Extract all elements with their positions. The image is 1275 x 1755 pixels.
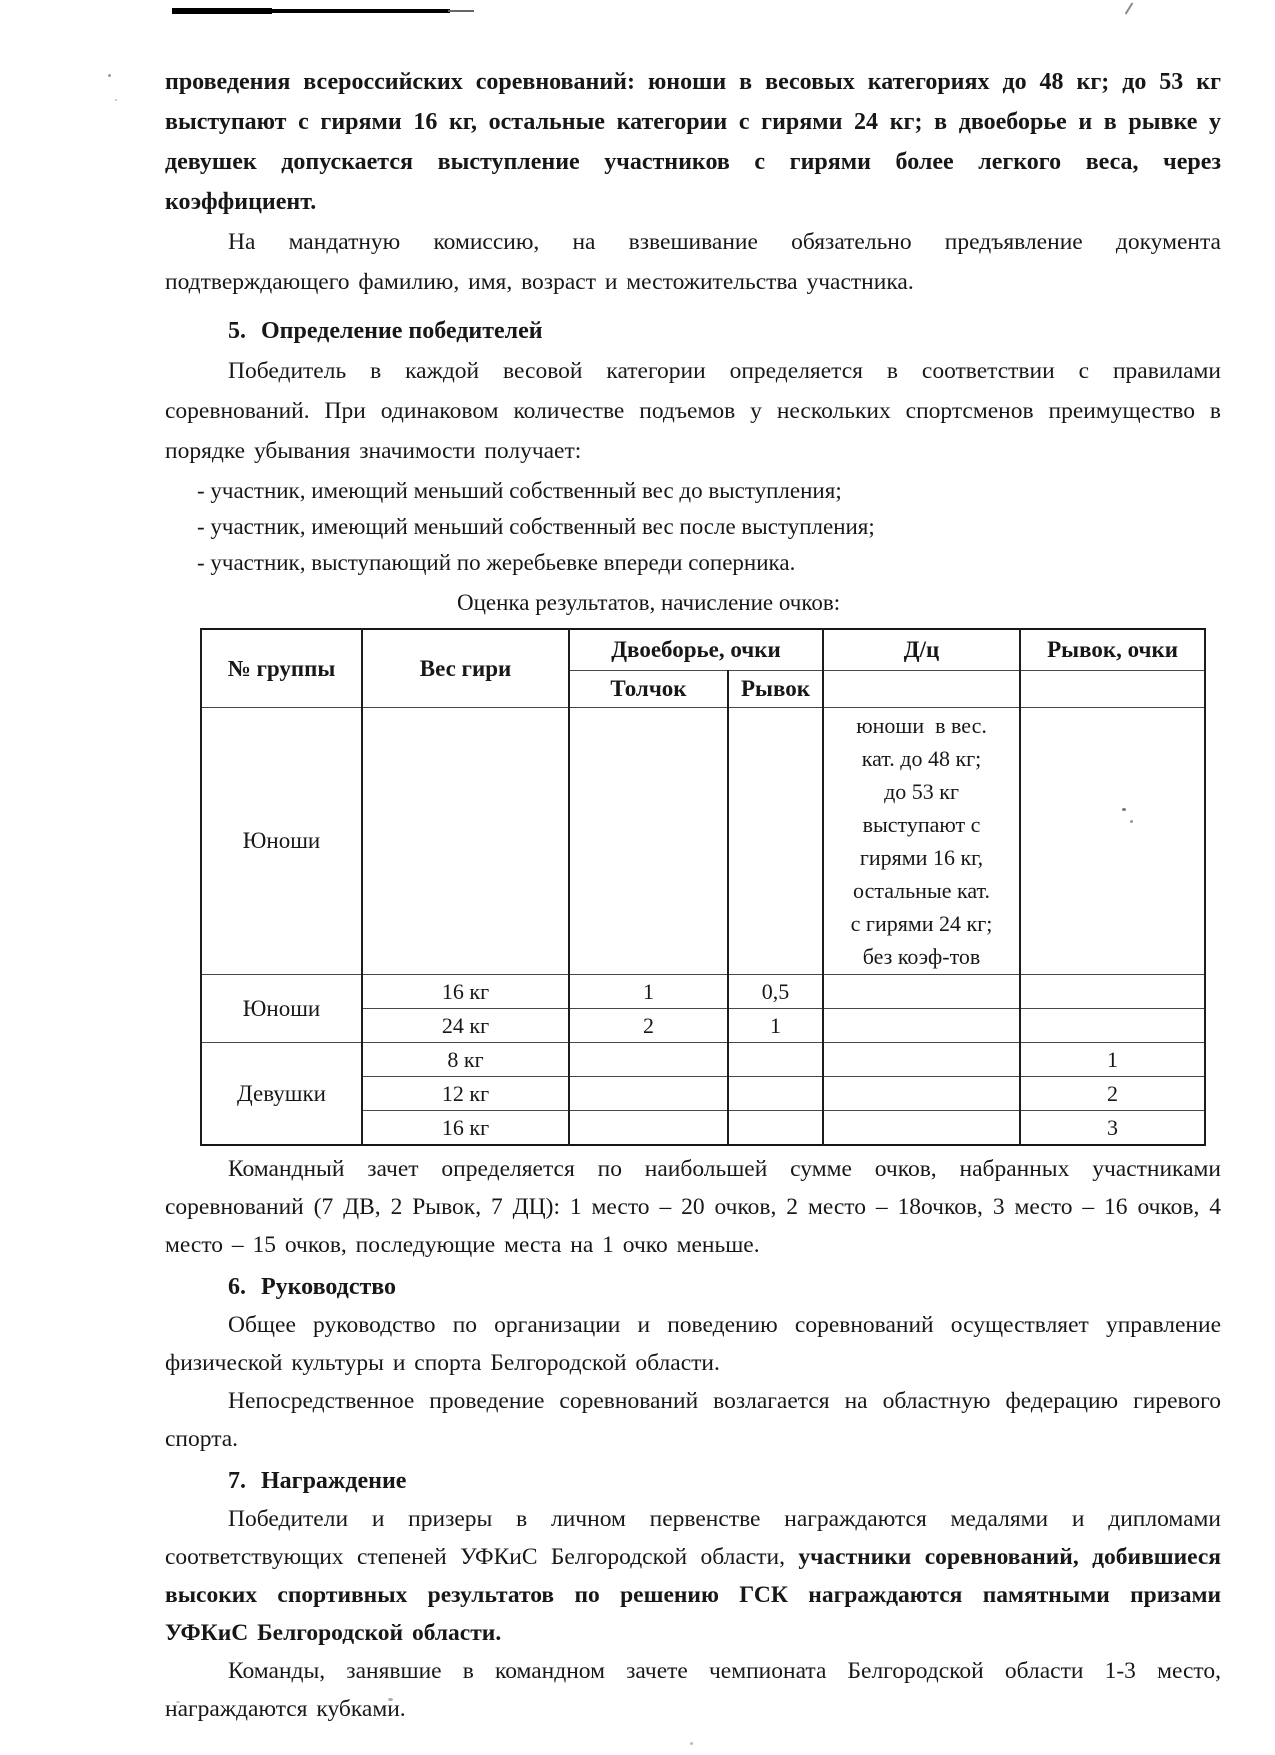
scan-artifact-top-line [172, 8, 272, 14]
header-biathlon: Двоеборье, очки [569, 629, 823, 671]
cell-weight: 16 кг [362, 975, 569, 1009]
heading-5-number: 5. [228, 318, 246, 344]
header-dc-empty [823, 671, 1020, 708]
tiebreaker-item: - участник, выступающий по жеребьевке впереди соперника. [197, 550, 796, 575]
cell-girls-snatch-points: 2 [1020, 1077, 1205, 1111]
cell-empty [1020, 708, 1205, 975]
results-table-block [165, 583, 1225, 1146]
table-row [201, 1043, 1205, 1077]
cell-empty [728, 1043, 823, 1077]
paragraph-weights-rule: проведения всероссийских соревнований: юноши в весовых категориях до 48 кг; до 53 кг выступают с гирями 16 кг, остальные категории с гирями 24 кг; в двоеборье и в рывке у девушек допускается выступление участников с гирями более легкого веса, через коэффициент. [165, 69, 1221, 215]
cell-empty [1020, 1009, 1205, 1043]
heading-5-title: Определение победителей [261, 318, 543, 344]
cell-empty [823, 1009, 1020, 1043]
dc-note-line: без коэф-тов [862, 944, 981, 969]
awards-text-bold: участники соревнований, добившиеся высоких спортивных результатов по решению ГСК награждаются памятными призами УФКиС Белгородской области. [165, 1544, 1222, 1646]
scan-artifact-speck [108, 74, 111, 77]
cell-empty [569, 1111, 728, 1146]
heading-section-6 [165, 1268, 1221, 1306]
scan-artifact-speck [115, 99, 117, 101]
header-group: № группы [201, 629, 362, 708]
scan-artifact-corner-mark [1125, 2, 1134, 14]
cell-weight: 24 кг [362, 1009, 569, 1043]
tiebreaker-list [165, 473, 1221, 581]
heading-6-title: Руководство [261, 1274, 397, 1300]
header-dc: Д/ц [823, 629, 1020, 671]
cell-empty [823, 1111, 1020, 1146]
scan-artifact-top-line-thin [266, 9, 450, 13]
header-jerk: Толчок [569, 671, 728, 708]
cell-girls-group: Девушки [201, 1043, 362, 1146]
table-row [201, 975, 1205, 1009]
section-team-management-awards [165, 1150, 1221, 1728]
paragraph-mandate-commission: На мандатную комиссию, на взвешивание обязательно предъявление документа подтверждающего фамилию, имя, возраст и местожительства участника. [165, 229, 1221, 295]
cell-empty [569, 1043, 728, 1077]
header-snatch: Рывок [728, 671, 823, 708]
dc-note-line: выступают с [862, 812, 981, 837]
dc-note-line: гирями 16 кг, [859, 845, 984, 870]
dc-note-line: юноши в вес. [856, 713, 987, 738]
cell-weight: 12 кг [362, 1077, 569, 1111]
cell-empty [362, 708, 569, 975]
dc-note-line: остальные кат. [853, 878, 991, 903]
paragraph-management-1: Общее руководство по организации и поведению соревнований осуществляет управление физической культуры и спорта Белгородской области. [165, 1312, 1221, 1376]
cell-empty [728, 708, 823, 975]
cell-boys-group: Юноши [201, 975, 362, 1043]
cell-empty [569, 708, 728, 975]
cell-empty [823, 1043, 1020, 1077]
results-table [200, 628, 1206, 1146]
paragraph-awards [165, 1500, 1221, 1652]
paragraph-winner-rule: Победитель в каждой весовой категории определяется в соответствии с правилами соревнований. При одинаковом количестве подъемов у нескольких спортсменов преимущество в порядке убывания значимости получает: [165, 358, 1221, 464]
cell-snatch-points: 1 [728, 1009, 823, 1043]
dc-note-line: кат. до 48 кг; [861, 746, 982, 771]
scan-artifact-top-line-tail [448, 10, 474, 12]
dc-note-line: с гирями 24 кг; [850, 911, 993, 936]
cell-empty [823, 1077, 1020, 1111]
heading-7-title: Награждение [261, 1468, 407, 1494]
paragraph-team-scoring: Командный зачет определяется по наибольшей сумме очков, набранных участниками соревнований (7 ДВ, 2 Рывок, 7 ДЦ): 1 место – 20 очков, 2 место – 18очков, 3 место – 16 очков, 4 место – 15 очков, последующие места на 1 очко меньше. [165, 1156, 1221, 1258]
cell-jerk-points: 2 [569, 1009, 728, 1043]
tiebreaker-item: - участник, имеющий меньший собственный вес после выступления; [197, 514, 875, 539]
cell-empty [728, 1111, 823, 1146]
header-snatch-points: Рывок, очки [1020, 629, 1205, 671]
cell-empty [569, 1077, 728, 1111]
heading-section-7 [165, 1462, 1221, 1500]
table-caption: Оценка результатов, начисление очков: [457, 590, 841, 615]
dc-note-line: до 53 кг [884, 779, 959, 804]
cell-jerk-points: 1 [569, 975, 728, 1009]
cell-snatch-points: 0,5 [728, 975, 823, 1009]
cell-girls-snatch-points: 1 [1020, 1043, 1205, 1077]
cell-weight: 8 кг [362, 1043, 569, 1077]
cell-boys-note-group: Юноши [201, 708, 362, 975]
paragraph-management-2: Непосредственное проведение соревнований возлагается на областную федерацию гиревого спорта. [165, 1388, 1221, 1452]
cell-dc-note [823, 708, 1020, 975]
cell-empty [823, 975, 1020, 1009]
heading-section-5 [165, 311, 1221, 351]
header-snatch-points-empty [1020, 671, 1205, 708]
section-intro [165, 62, 1221, 581]
cell-weight: 16 кг [362, 1111, 569, 1146]
heading-7-number: 7. [228, 1468, 246, 1494]
paragraph-team-cups: Команды, занявшие в командном зачете чемпионата Белгородской области 1-3 место, награждаются кубками. [165, 1658, 1221, 1722]
tiebreaker-item: - участник, имеющий меньший собственный вес до выступления; [197, 478, 842, 503]
cell-girls-snatch-points: 3 [1020, 1111, 1205, 1146]
header-weight: Вес гири [362, 629, 569, 708]
cell-empty [1020, 975, 1205, 1009]
cell-empty [728, 1077, 823, 1111]
heading-6-number: 6. [228, 1274, 246, 1300]
awards-text-regular: Победители и призеры в личном первенстве награждаются медалями и дипломами соответствующих степеней УФКиС Белгородской области, [165, 1506, 1221, 1570]
scan-artifact-speck [690, 1742, 693, 1745]
